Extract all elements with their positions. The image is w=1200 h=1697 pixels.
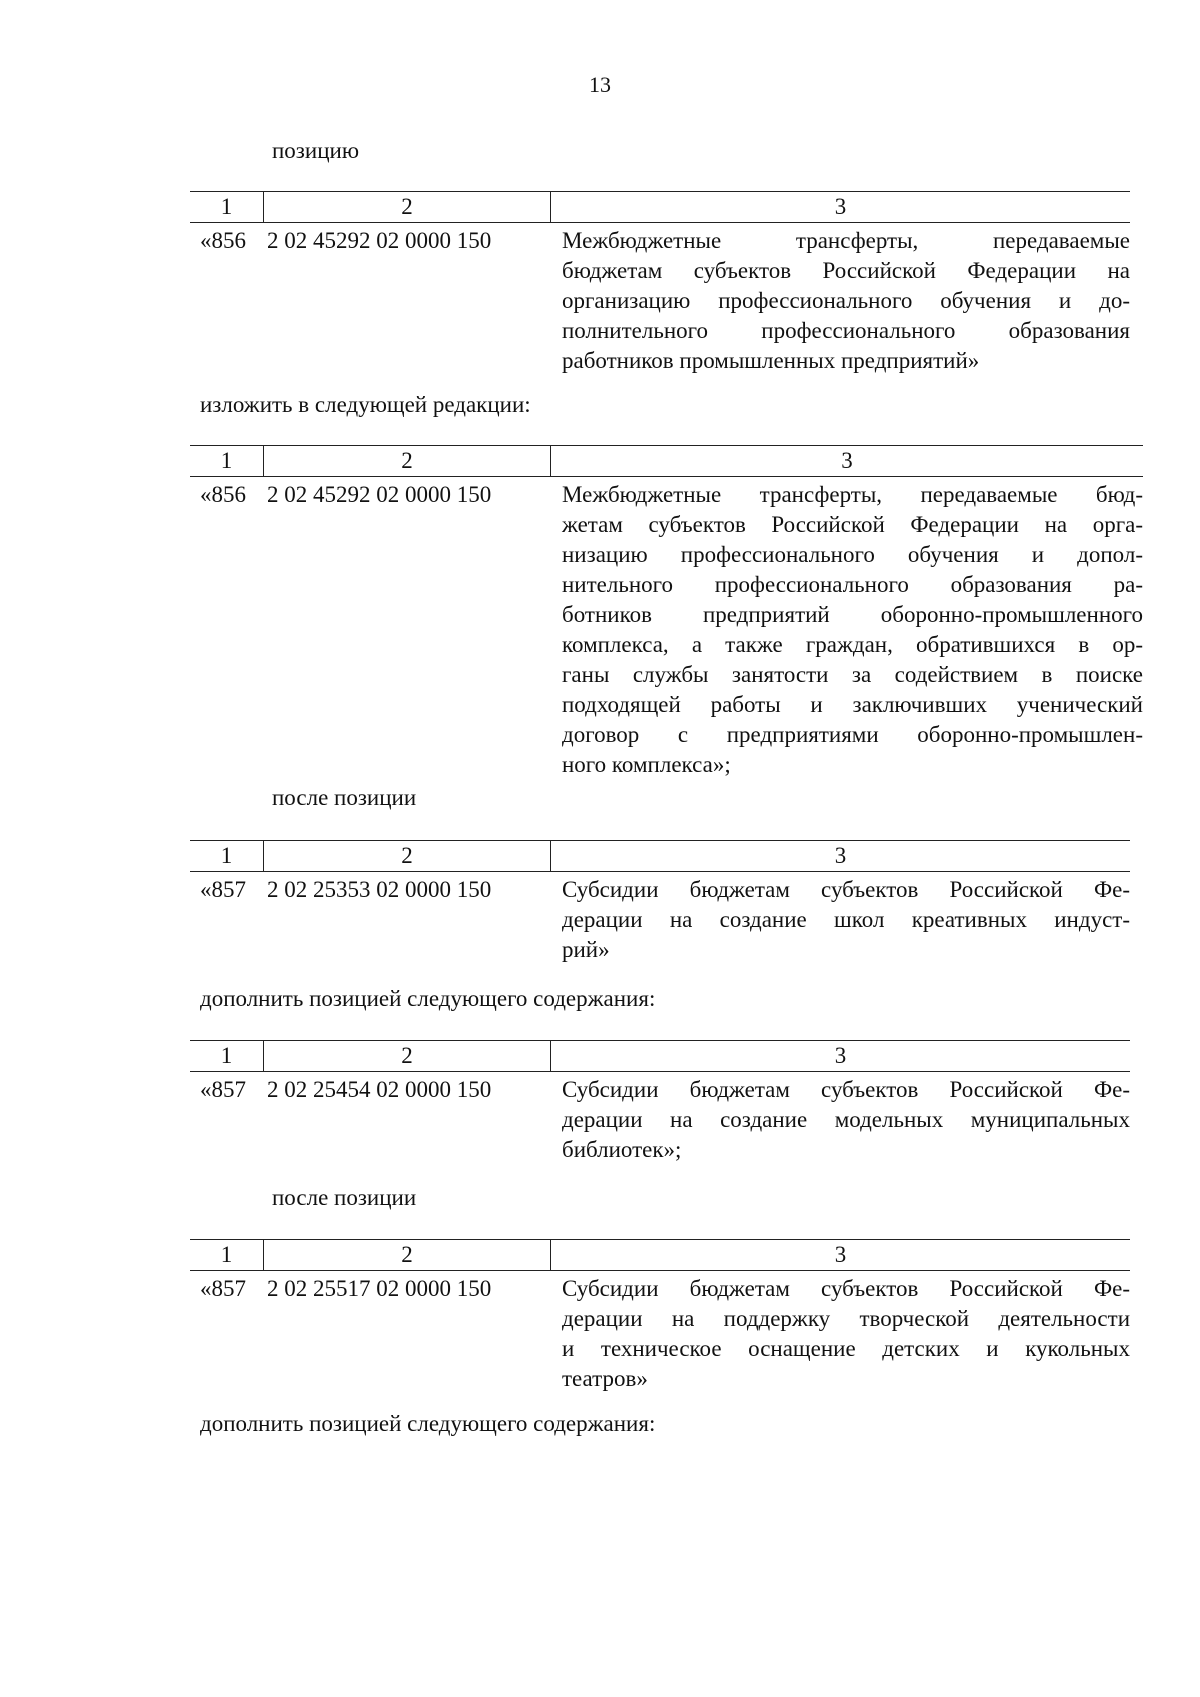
- description-line: дерации на создание модельных муниципальных: [562, 1107, 1130, 1132]
- description-line: и техническое оснащение детских и кукольных: [562, 1336, 1130, 1361]
- table-row: [190, 1271, 1130, 1394]
- admin-code: «857: [200, 1077, 246, 1102]
- instruction-text: дополнить позицией следующего содержания:: [200, 986, 656, 1011]
- header-col-3: 3: [550, 1240, 1130, 1270]
- revenue-description: [552, 1271, 1130, 1394]
- description-line: договор с предприятиями оборонно-промышлен-: [562, 722, 1143, 747]
- description-line: Межбюджетные трансферты, передаваемые: [562, 228, 1130, 253]
- description-line: ботников предприятий оборонно-промышленного: [562, 602, 1143, 627]
- table-row: [190, 872, 1130, 965]
- kbk-code: 2 02 45292 02 0000 150: [267, 228, 492, 253]
- description-line: дерации на поддержку творческой деятельности: [562, 1306, 1130, 1331]
- admin-code: «857: [200, 877, 246, 902]
- header-col-1: 1: [220, 1242, 233, 1267]
- header-col-2: 2: [263, 192, 550, 222]
- description-line: работников промышленных предприятий»: [562, 348, 980, 373]
- budget-table: [190, 1239, 1130, 1394]
- budget-table: [190, 1040, 1130, 1165]
- description-line: комплекса, а также граждан, обратившихся в ор-: [562, 632, 1143, 657]
- instruction-text: изложить в следующей редакции:: [200, 392, 531, 417]
- description-line: дерации на создание школ креативных индуст-: [562, 907, 1130, 932]
- header-col-1: 1: [220, 194, 233, 219]
- table-row: [190, 223, 1130, 376]
- admin-code: «856: [200, 228, 246, 253]
- header-col-2: 2: [263, 446, 550, 476]
- admin-code: «856: [200, 482, 246, 507]
- revenue-description: [552, 872, 1130, 965]
- description-line: рий»: [562, 937, 610, 962]
- budget-table: [190, 445, 1143, 780]
- description-line: библиотек»;: [562, 1137, 682, 1162]
- instruction-text: позицию: [272, 138, 360, 163]
- header-col-1: 1: [220, 448, 233, 473]
- revenue-description: [552, 1072, 1130, 1165]
- table-row: [190, 1072, 1130, 1165]
- closing-instruction-text: дополнить позицией следующего содержания:: [200, 1411, 656, 1436]
- description-line: бюджетам субъектов Российской Федерации на: [562, 258, 1130, 283]
- description-line: Субсидии бюджетам субъектов Российской Фе-: [562, 877, 1130, 902]
- header-col-3: 3: [550, 1041, 1130, 1071]
- description-line: организацию профессионального обучения и до-: [562, 288, 1130, 313]
- table-header: [190, 191, 1130, 223]
- instruction-text: после позиции: [272, 1185, 417, 1210]
- description-line: ного комплекса»;: [562, 752, 731, 777]
- admin-code: «857: [200, 1276, 246, 1301]
- header-col-1: 1: [220, 843, 233, 868]
- budget-table: [190, 191, 1130, 376]
- budget-table: [190, 840, 1130, 965]
- instruction-text: после позиции: [272, 785, 417, 810]
- kbk-code: 2 02 25517 02 0000 150: [267, 1276, 492, 1301]
- header-col-3: 3: [550, 446, 1143, 476]
- description-line: ганы службы занятости за содействием в поиске: [562, 662, 1143, 687]
- description-line: жетам субъектов Российской Федерации на орга-: [562, 512, 1143, 537]
- kbk-code: 2 02 25353 02 0000 150: [267, 877, 492, 902]
- description-line: подходящей работы и заключивших ученический: [562, 692, 1143, 717]
- kbk-code: 2 02 25454 02 0000 150: [267, 1077, 492, 1102]
- header-col-3: 3: [550, 841, 1130, 871]
- description-line: Субсидии бюджетам субъектов Российской Фе-: [562, 1077, 1130, 1102]
- table-header: [190, 1040, 1130, 1072]
- description-line: низацию профессионального обучения и допол-: [562, 542, 1143, 567]
- description-line: Межбюджетные трансферты, передаваемые бюд-: [562, 482, 1143, 507]
- description-line: нительного профессионального образования ра-: [562, 572, 1143, 597]
- header-col-2: 2: [263, 1240, 550, 1270]
- table-header: [190, 1239, 1130, 1271]
- description-line: полнительного профессионального образования: [562, 318, 1130, 343]
- table-row: [190, 477, 1143, 780]
- revenue-description: [552, 477, 1143, 780]
- header-col-1: 1: [220, 1043, 233, 1068]
- description-line: театров»: [562, 1366, 648, 1391]
- header-col-2: 2: [263, 841, 550, 871]
- table-header: [190, 840, 1130, 872]
- header-col-2: 2: [263, 1041, 550, 1071]
- table-header: [190, 445, 1143, 477]
- header-col-3: 3: [550, 192, 1130, 222]
- revenue-description: [552, 223, 1130, 376]
- description-line: Субсидии бюджетам субъектов Российской Фе-: [562, 1276, 1130, 1301]
- kbk-code: 2 02 45292 02 0000 150: [267, 482, 492, 507]
- page-number: 13: [589, 72, 611, 97]
